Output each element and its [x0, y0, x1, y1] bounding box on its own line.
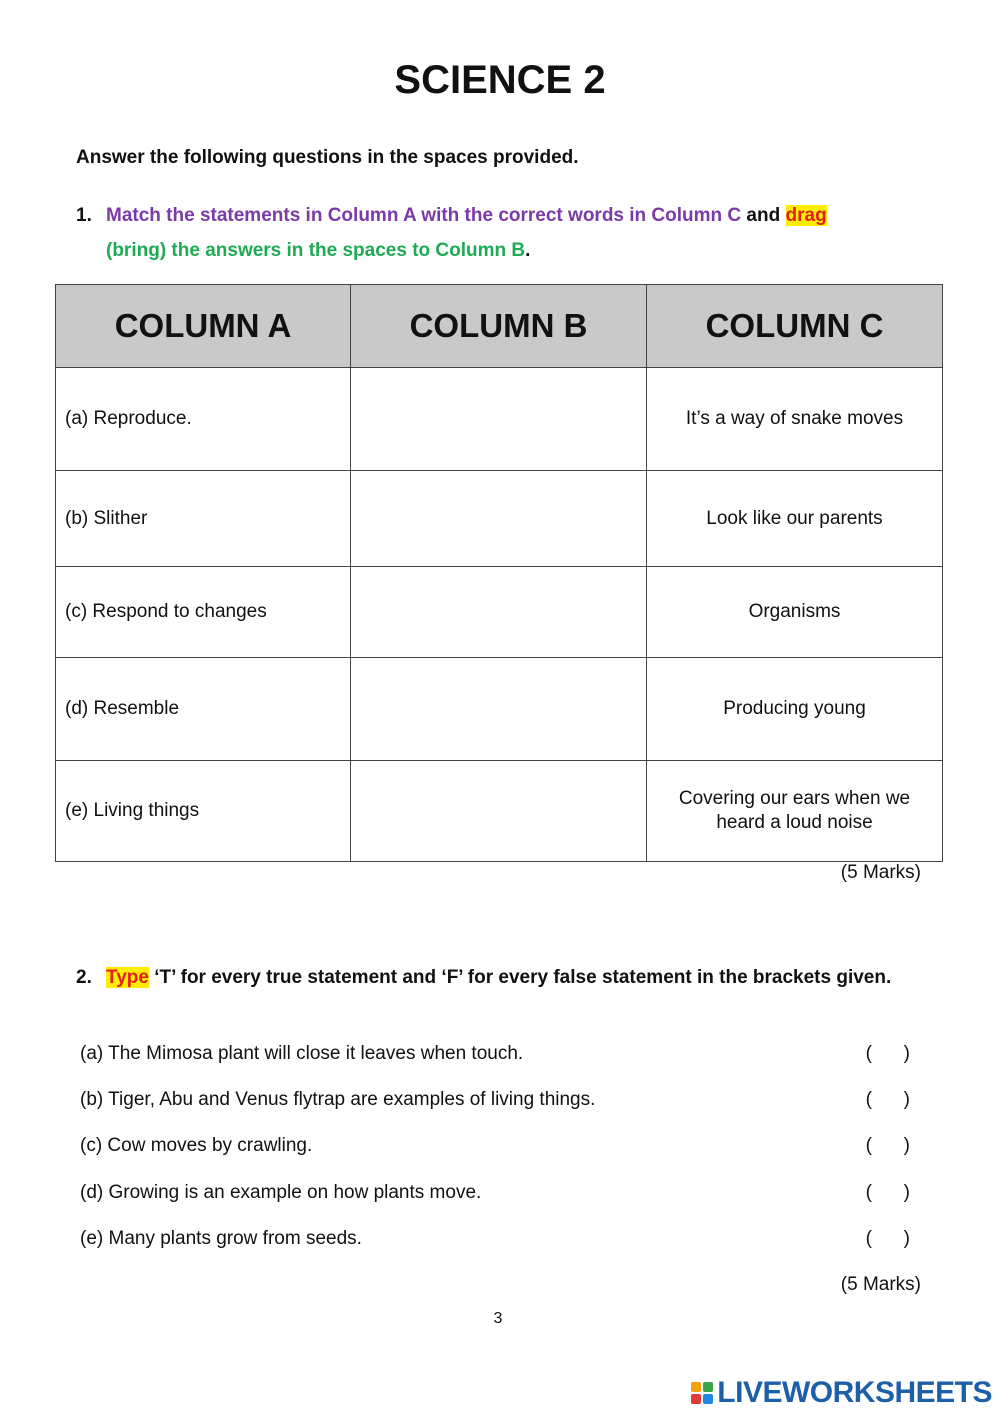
drag-highlight: drag — [785, 205, 827, 226]
list-item — [80, 1182, 910, 1204]
page-title: SCIENCE 2 — [394, 58, 606, 102]
matching-table — [55, 284, 943, 862]
statement-text: (c) Cow moves by crawling. — [80, 1135, 313, 1156]
statement-text: (e) Many plants grow from seeds. — [80, 1228, 362, 1249]
question-2-number: 2. — [76, 967, 92, 988]
table-row — [56, 658, 943, 761]
table-header-row — [56, 285, 943, 368]
logo-square — [691, 1382, 701, 1392]
marks-label: (5 Marks) — [840, 1274, 921, 1295]
answer-bracket[interactable]: ( ) — [865, 1182, 910, 1203]
table-row — [56, 567, 943, 658]
answer-bracket[interactable]: ( ) — [865, 1089, 910, 1110]
statement-text: (d) Growing is an example on how plants move. — [80, 1182, 482, 1203]
question-2-text: ‘T’ for every true statement and ‘F’ for every false statement in the brackets given. — [148, 967, 892, 988]
answer-drop-zone[interactable] — [351, 368, 647, 471]
type-highlight: Type — [106, 967, 149, 988]
question-1-text-part1: Match the statements in Column A with the correct words in Column C — [106, 205, 742, 226]
list-item — [80, 1089, 910, 1111]
answer-bracket[interactable]: ( ) — [865, 1135, 910, 1156]
answer-drop-zone[interactable] — [351, 658, 647, 761]
statement-text: (a) The Mimosa plant will close it leaves when touch. — [80, 1043, 524, 1064]
column-c-cell[interactable]: Look like our parents — [647, 471, 943, 567]
column-b-header: COLUMN B — [351, 285, 647, 368]
column-a-cell: (b) Slither — [56, 471, 351, 567]
logo-text: LIVEWORKSHEETS — [717, 1376, 992, 1409]
answer-drop-zone[interactable] — [351, 761, 647, 862]
column-c-cell[interactable]: It’s a way of snake moves — [647, 368, 943, 471]
list-item — [80, 1228, 910, 1250]
answer-drop-zone[interactable] — [351, 567, 647, 658]
page-number: 3 — [493, 1310, 503, 1327]
table-row — [56, 761, 943, 862]
logo-square — [691, 1394, 701, 1404]
logo-square — [703, 1382, 713, 1392]
column-c-cell[interactable]: Covering our ears when we heard a loud noise — [647, 761, 943, 862]
question-1 — [76, 198, 936, 268]
answer-bracket[interactable]: ( ) — [865, 1043, 910, 1064]
logo-icon — [691, 1382, 713, 1404]
logo-square — [703, 1394, 713, 1404]
table-row — [56, 368, 943, 471]
column-a-cell: (d) Resemble — [56, 658, 351, 761]
question-1-number: 1. — [76, 205, 92, 226]
answer-bracket[interactable]: ( ) — [865, 1228, 910, 1249]
column-a-cell: (a) Reproduce. — [56, 368, 351, 471]
answer-drop-zone[interactable] — [351, 471, 647, 567]
question-1-text-part4: (bring) the answers in the spaces to Column B — [106, 240, 526, 261]
list-item — [80, 1043, 910, 1065]
question-2 — [76, 964, 936, 991]
column-c-cell[interactable]: Producing young — [647, 658, 943, 761]
list-item — [80, 1135, 910, 1157]
table-row — [56, 471, 943, 567]
question-1-text-part2: and — [741, 205, 786, 226]
statement-text: (b) Tiger, Abu and Venus flytrap are examples of living things. — [80, 1089, 596, 1110]
column-a-cell: (e) Living things — [56, 761, 351, 862]
liveworksheets-logo — [691, 1376, 992, 1410]
marks-label: (5 Marks) — [840, 862, 921, 883]
instruction-text: Answer the following questions in the spaces provided. — [76, 147, 579, 168]
column-c-cell[interactable]: Organisms — [647, 567, 943, 658]
column-a-header: COLUMN A — [56, 285, 351, 368]
question-1-text-part5: . — [525, 240, 531, 261]
column-c-header: COLUMN C — [647, 285, 943, 368]
column-a-cell: (c) Respond to changes — [56, 567, 351, 658]
